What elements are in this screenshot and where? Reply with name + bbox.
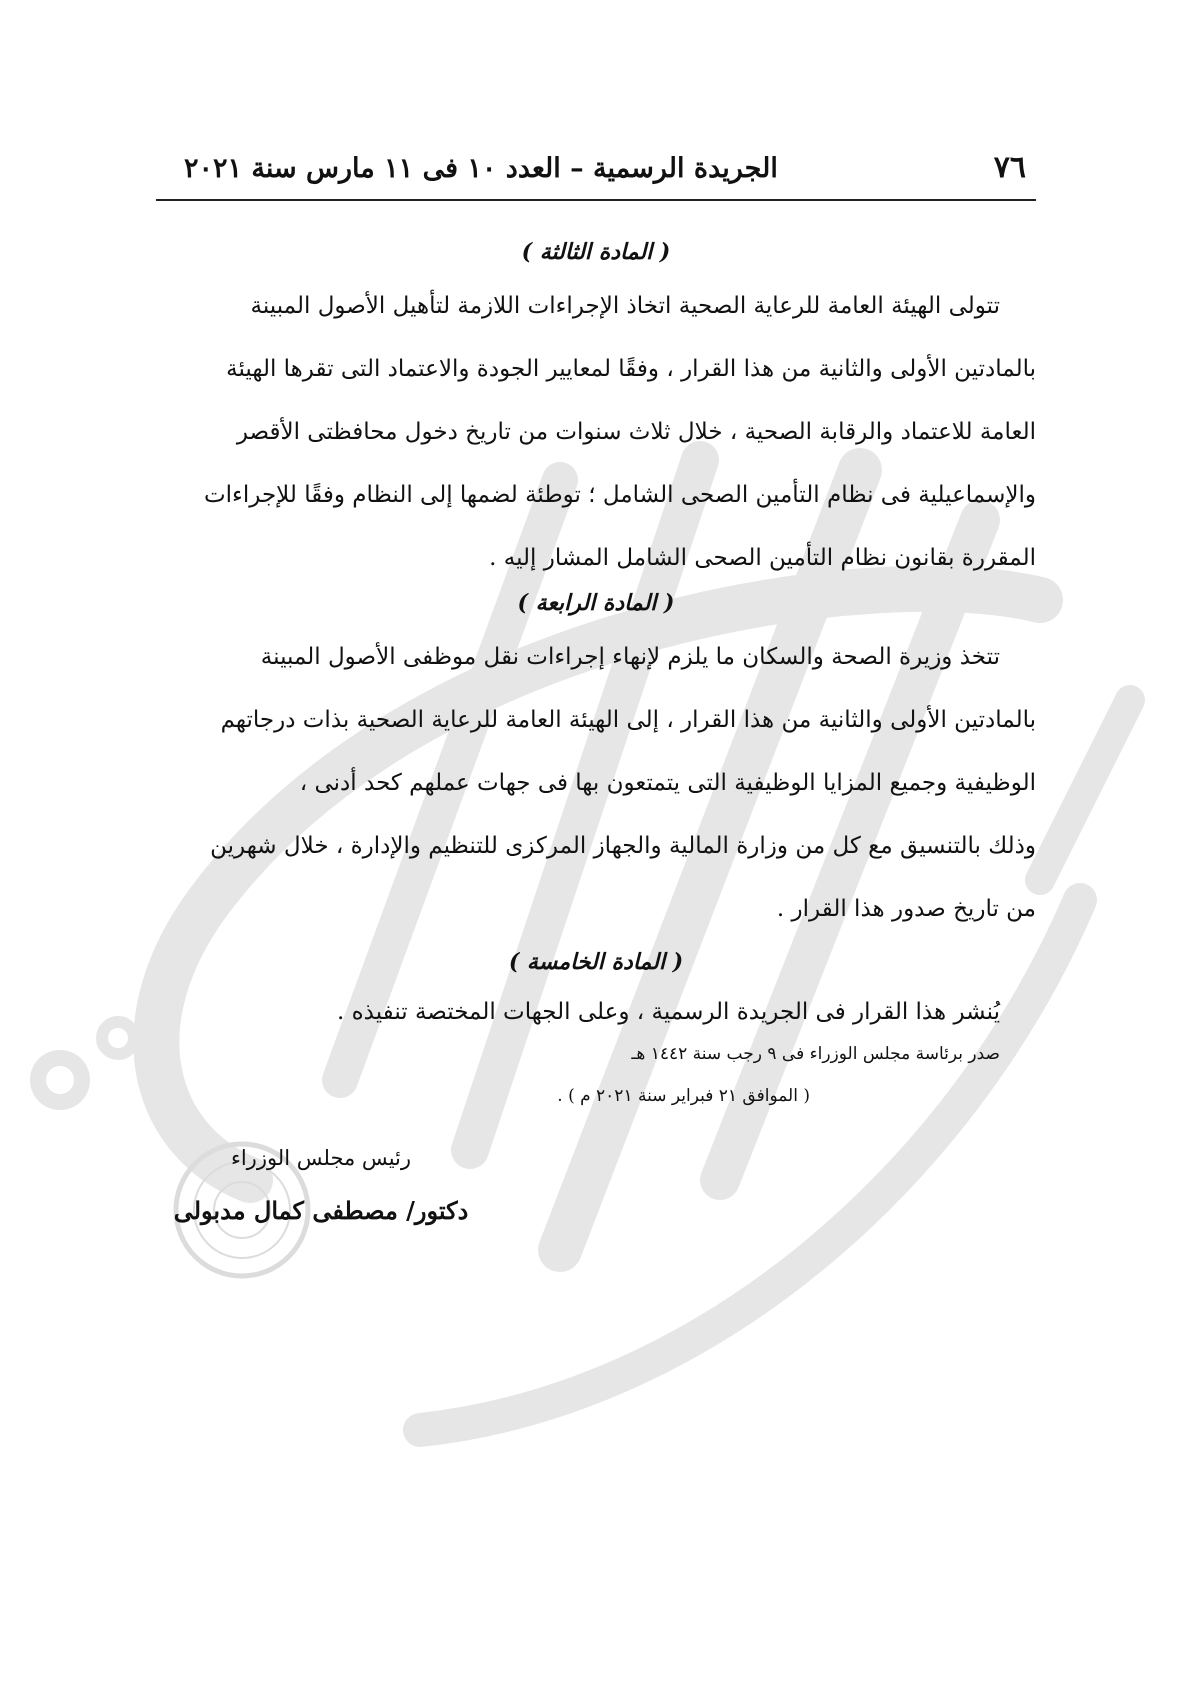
signature-title: رئيس مجلس الوزراء bbox=[230, 1146, 412, 1170]
closing-block bbox=[156, 1044, 1036, 1106]
article-line: العامة للاعتماد والرقابة الصحية ، خلال ثلاث سنوات من تاريخ دخول محافظتى الأقصر bbox=[236, 419, 1036, 445]
article-line: يُنشر هذا القرار فى الجريدة الرسمية ، وعلى الجهات المختصة تنفيذه . bbox=[337, 999, 1000, 1025]
issued-line: صدر برئاسة مجلس الوزراء فى ٩ رجب سنة ١٤٤٢ هـ bbox=[631, 1044, 1000, 1064]
article-line: المقررة بقانون نظام التأمين الصحى الشامل المشار إليه . bbox=[489, 545, 1036, 571]
article-heading: ( المادة الخامسة ) bbox=[508, 949, 684, 975]
article-3 bbox=[156, 239, 1036, 590]
page-header bbox=[156, 150, 1036, 201]
article-heading: ( المادة الثالثة ) bbox=[521, 239, 671, 265]
article-body bbox=[156, 275, 1036, 590]
article-line: بالمادتين الأولى والثانية من هذا القرار ، إلى الهيئة العامة للرعاية الصحية بذات درجاتهم bbox=[220, 707, 1036, 733]
article-5 bbox=[156, 949, 1036, 1044]
page-number: ٧٦ bbox=[993, 150, 1026, 185]
article-heading: ( المادة الرابعة ) bbox=[517, 590, 675, 616]
corresponding-date: ( الموافق ٢١ فبراير سنة ٢٠٢١ م ) . bbox=[557, 1086, 810, 1106]
gazette-page bbox=[156, 150, 1036, 1225]
article-line: تتولى الهيئة العامة للرعاية الصحية اتخاذ الإجراءات اللازمة لتأهيل الأصول المبينة bbox=[250, 293, 1000, 319]
article-body bbox=[156, 981, 1036, 1044]
article-4 bbox=[156, 590, 1036, 941]
signature-block bbox=[156, 1146, 486, 1225]
article-body bbox=[156, 626, 1036, 941]
gazette-title: الجريدة الرسمية – العدد ١٠ فى ١١ مارس سنة ٢٠٢١ bbox=[184, 153, 778, 184]
signature-name: دكتور/ مصطفى كمال مدبولى bbox=[173, 1196, 469, 1225]
article-line: والإسماعيلية فى نظام التأمين الصحى الشامل ؛ توطئة لضمها إلى النظام وفقًا للإجراءات bbox=[204, 482, 1036, 508]
article-line: الوظيفية وجميع المزايا الوظيفية التى يتمتعون بها فى جهات عملهم كحد أدنى ، bbox=[299, 770, 1036, 796]
article-line: تتخذ وزيرة الصحة والسكان ما يلزم لإنهاء إجراءات نقل موظفى الأصول المبينة bbox=[260, 644, 1000, 670]
article-line: وذلك بالتنسيق مع كل من وزارة المالية والجهاز المركزى للتنظيم والإدارة ، خلال شهرين bbox=[210, 833, 1036, 859]
article-line: بالمادتين الأولى والثانية من هذا القرار ، وفقًا لمعايير الجودة والاعتماد التى تقرها الهيئة bbox=[226, 356, 1036, 382]
article-line: من تاريخ صدور هذا القرار . bbox=[776, 896, 1036, 922]
